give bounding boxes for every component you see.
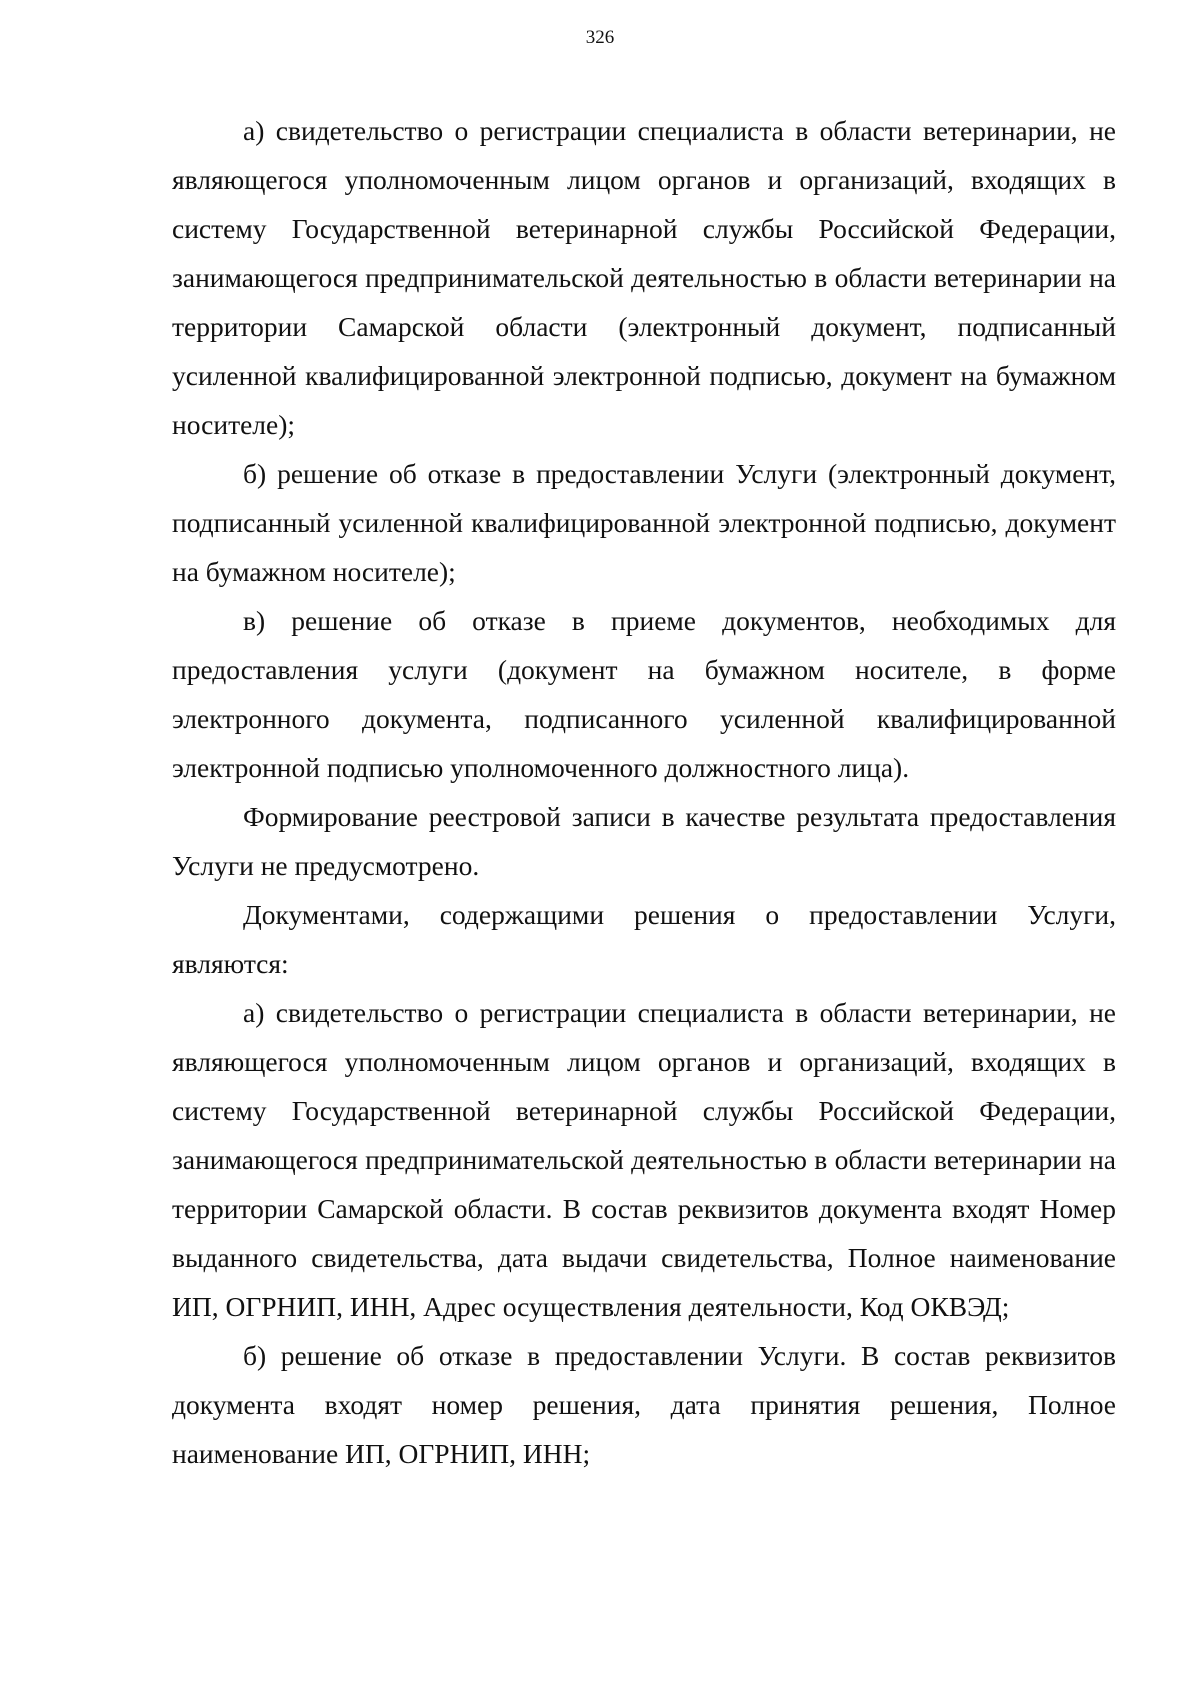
document-body [172,106,1116,1478]
paragraph-registry-record: Формирование реестровой записи в качестве результата предоставления Услуги не предусмотрено. [172,801,1116,881]
paragraph-result-b-refusal: б) решение об отказе в предоставлении Услуги (электронный документ, подписанный усиленной квалифицированной электронной подписью, документ на бумажном носителе); [172,458,1116,587]
page-number: 326 [585,27,615,48]
paragraph-decision-documents-intro: Документами, содержащими решения о предоставлении Услуги, являются: [172,899,1116,979]
paragraph-decision-a-certificate: а) свидетельство о регистрации специалиста в области ветеринарии, не являющегося уполномоченным лицом органов и организаций, входящих в систему Государственной ветеринарной службы Российской Федерации, занимающегося предпринимательской деятельностью в области ветеринарии на территории Самарской области. В состав реквизитов документа входят Номер выданного свидетельства, дата выдачи свидетельства, Полное наименование ИП, ОГРНИП, ИНН, Адрес осуществления деятельности, Код ОКВЭД; [172,997,1116,1322]
paragraph-decision-b-refusal: б) решение об отказе в предоставлении Услуги. В состав реквизитов документа входят номер решения, дата принятия решения, Полное наименование ИП, ОГРНИП, ИНН; [172,1340,1116,1469]
paragraph-result-a-certificate: а) свидетельство о регистрации специалиста в области ветеринарии, не являющегося уполномоченным лицом органов и организаций, входящих в систему Государственной ветеринарной службы Российской Федерации, занимающегося предпринимательской деятельностью в области ветеринарии на территории Самарской области (электронный документ, подписанный усиленной квалифицированной электронной подписью, документ на бумажном носителе); [172,115,1116,440]
paragraph-result-c-refusal-documents: в) решение об отказе в приеме документов, необходимых для предоставления услуги (документ на бумажном носителе, в форме электронного документа, подписанного усиленной квалифицированной электронной подписью уполномоченного должностного лица). [172,605,1116,783]
